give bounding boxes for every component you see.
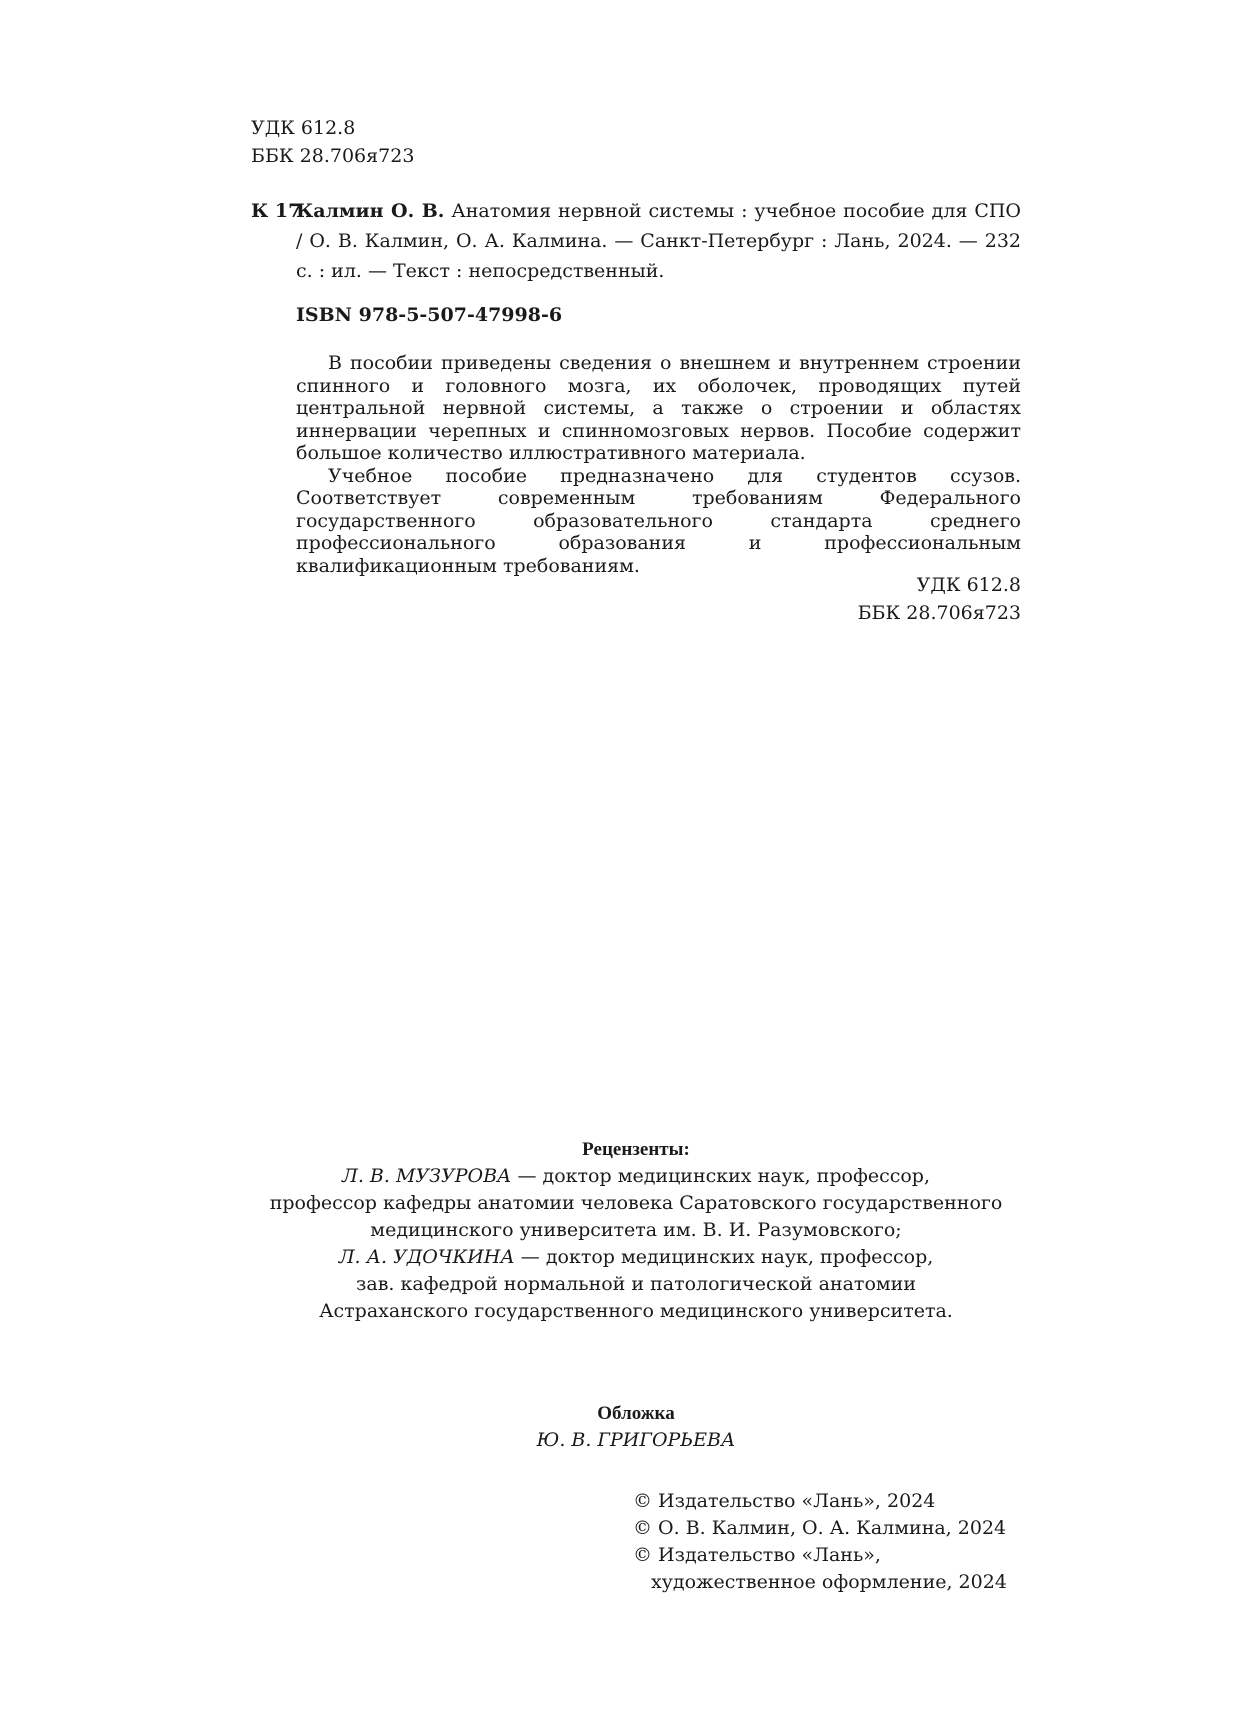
reviewer-affiliation: медицинского университета им. В. И. Разумовского; bbox=[370, 1219, 902, 1241]
copyright-line: художественное оформление, 2024 bbox=[651, 1571, 1007, 1593]
isbn: ISBN 978-5-507-47998-6 bbox=[296, 304, 563, 326]
reviewers-heading: Рецензенты: bbox=[582, 1139, 690, 1160]
abstract-paragraph: Учебное пособие предназначено для студентов ссузов. Соответствует современным требованиям Федерального государственного образовательного стандарта среднего профессионального образования и профессиональным квалификационным требованиям. bbox=[296, 464, 1021, 577]
bbk-code: ББК 28.706я723 bbox=[857, 602, 1021, 624]
reviewer-2 bbox=[251, 1244, 1021, 1271]
cover-designer: Ю. В. ГРИГОРЬЕВА bbox=[536, 1429, 736, 1451]
reviewer-affiliation: зав. кафедрой нормальной и патологической анатомии bbox=[356, 1273, 916, 1295]
cover-block bbox=[251, 1400, 1021, 1454]
record-description: Анатомия нервной системы : учебное пособие для СПО / О. В. Калмин, О. А. Калмина. — Санкт-Петербург : Лань, 2024. — 232 с. : ил. — Текст : непосредственный. bbox=[296, 200, 1021, 282]
copyright-line: © Издательство «Лань», bbox=[633, 1544, 881, 1566]
reviewer-name: Л. В. МУЗУРОВА bbox=[342, 1165, 512, 1187]
author-mark: К 17 bbox=[251, 200, 302, 222]
abstract bbox=[296, 352, 1021, 577]
udk-code: УДК 612.8 bbox=[251, 117, 356, 139]
reviewer-affiliation: профессор кафедры анатомии человека Саратовского государственного bbox=[269, 1192, 1003, 1214]
reviewer-affiliation: Астраханского государственного медицинского университета. bbox=[319, 1300, 953, 1322]
reviewers-block bbox=[251, 1136, 1021, 1325]
reviewer-title: — доктор медицинских наук, профессор, bbox=[514, 1246, 934, 1268]
bibliographic-description bbox=[296, 196, 1021, 286]
reviewer-1 bbox=[251, 1163, 1021, 1190]
reviewer-name: Л. А. УДОЧКИНА bbox=[338, 1246, 515, 1268]
udk-code: УДК 612.8 bbox=[916, 574, 1021, 596]
copyright-line: © Издательство «Лань», 2024 bbox=[633, 1490, 936, 1512]
reviewer-title: — доктор медицинских наук, профессор, bbox=[511, 1165, 930, 1187]
author-name: Калмин О. В. bbox=[296, 200, 445, 222]
udk-bottom-block bbox=[296, 571, 1021, 627]
copyright-block bbox=[633, 1488, 1007, 1596]
copyright-line: © О. В. Калмин, О. А. Калмина, 2024 bbox=[633, 1517, 1007, 1539]
abstract-paragraph: В пособии приведены сведения о внешнем и внутреннем строении спинного и головного мозга, их оболочек, проводящих путей центральной нервной системы, а также о строении и областях иннервации черепных и спинномозговых нервов. Пособие содержит большое количество иллюстративного материала. bbox=[296, 352, 1021, 464]
udk-top-block bbox=[251, 114, 414, 170]
bbk-code: ББК 28.706я723 bbox=[251, 145, 415, 167]
bibliographic-record bbox=[251, 196, 1021, 286]
cover-heading: Обложка bbox=[597, 1403, 675, 1424]
